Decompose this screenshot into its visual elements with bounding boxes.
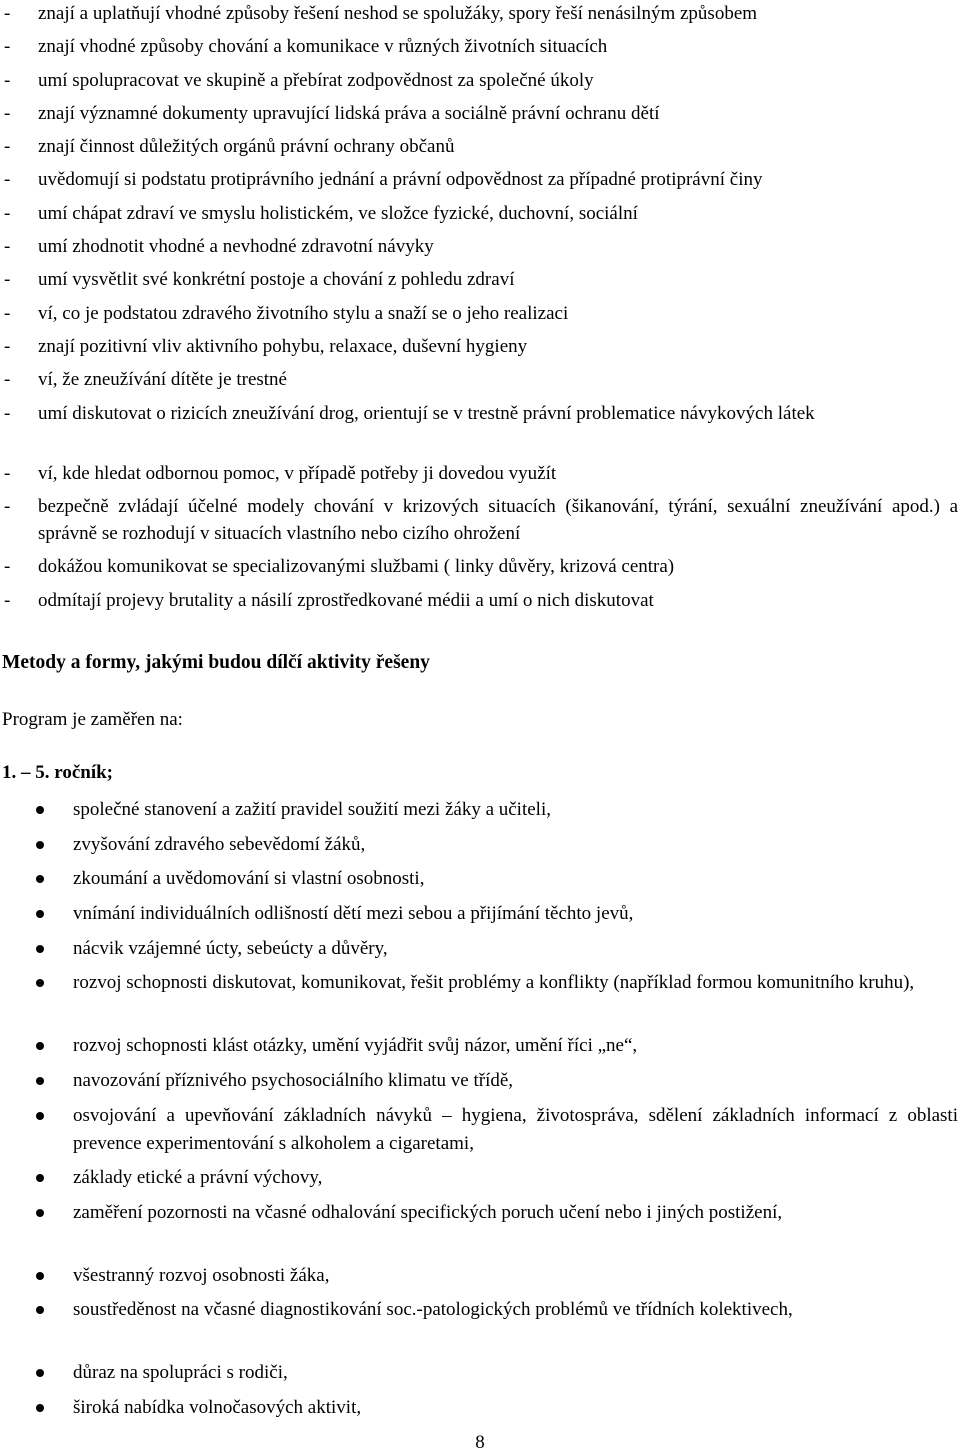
list-item: [0, 300, 958, 333]
list-item: [0, 587, 958, 620]
bullet-dot-icon: [36, 1369, 44, 1377]
section-heading: Metody a formy, jakými budou dílčí aktivity řešeny: [2, 652, 430, 673]
dash-bullet: -: [4, 269, 11, 291]
bullet-dot-icon: [36, 1174, 44, 1182]
list-item-text: umí vysvětlit své konkrétní postoje a chování z pohledu zdraví: [38, 269, 515, 291]
list-item: [0, 553, 958, 586]
dash-bullet: -: [4, 462, 11, 484]
bullet-item: [0, 865, 958, 900]
dash-bullet: -: [4, 69, 11, 91]
dash-bullet: -: [4, 335, 11, 357]
dash-bullet: -: [4, 36, 11, 58]
activity-list: [0, 796, 958, 1428]
bullet-item-text: soustředěnost na včasné diagnostikování soc.-patologických problémů ve třídních kolektivech,: [73, 1299, 793, 1321]
dash-bullet: -: [4, 169, 11, 191]
bullet-item: [0, 1296, 958, 1359]
list-item: [0, 333, 958, 366]
bullet-item-text: nácvik vzájemné úcty, sebeúcty a důvěry,: [73, 937, 388, 959]
bullet-item-text: vnímání individuálních odlišností dětí mezi sebou a přijímání těchto jevů,: [73, 903, 634, 925]
bullet-item-text: důraz na spolupráci s rodiči,: [73, 1361, 288, 1383]
list-item: [0, 0, 958, 33]
bullet-item: [0, 1262, 958, 1297]
bullet-item-text: zaměření pozornosti na včasné odhalování specifických poruch učení nebo i jiných postižení,: [73, 1201, 783, 1223]
bullet-dot-icon: [36, 979, 44, 987]
bullet-dot-icon: [36, 1042, 44, 1050]
bullet-item-text: osvojování a upevňování základních návyků – hygiena, životospráva, sdělení základních informací z oblasti prevence experimentování s alkoholem a cigaretami,: [73, 1104, 958, 1154]
bullet-item: [0, 1199, 958, 1262]
bullet-dot-icon: [36, 1306, 44, 1314]
bullet-item-text: základy etické a právní výchovy,: [73, 1167, 323, 1189]
bullet-item: [0, 935, 958, 970]
bullet-dot-icon: [36, 1404, 44, 1412]
bullet-item-text: zvyšování zdravého sebevědomí žáků,: [73, 833, 366, 855]
list-item-text: znají a uplatňují vhodné způsoby řešení neshod se spolužáky, spory řeší nenásilným způsobem: [38, 3, 758, 24]
list-item: [0, 133, 958, 166]
dash-bullet: -: [4, 556, 11, 578]
bullet-item-text: rozvoj schopnosti diskutovat, komunikovat, řešit problémy a konflikty (například formou komunitního kruhu),: [73, 972, 915, 994]
competency-list: [0, 0, 958, 620]
bullet-dot-icon: [36, 1272, 44, 1280]
bullet-item: [0, 1164, 958, 1199]
list-item: [0, 33, 958, 66]
page-number: 8: [475, 1432, 485, 1453]
list-item: [0, 266, 958, 299]
list-item-text: ví, kde hledat odbornou pomoc, v případě potřeby ji dovedou využít: [38, 462, 557, 484]
dash-bullet: -: [4, 102, 11, 124]
list-item: [0, 366, 958, 399]
list-item: [0, 200, 958, 233]
bullet-item-text: rozvoj schopnosti klást otázky, umění vyjádřit svůj názor, umění říci „ne“,: [73, 1035, 638, 1057]
dash-bullet: -: [4, 589, 11, 611]
bullet-dot-icon: [36, 841, 44, 849]
dash-bullet: -: [4, 302, 11, 324]
bullet-item: [0, 831, 958, 866]
bullet-item-text: široká nabídka volnočasových aktivit,: [73, 1396, 362, 1418]
list-item: [0, 67, 958, 100]
bullet-dot-icon: [36, 806, 44, 814]
list-item-text: ví, že zneužívání dítěte je trestné: [38, 369, 287, 391]
dash-bullet: -: [4, 369, 11, 391]
list-item-text: odmítají projevy brutality a násilí zprostředkované médii a umí o nich diskutovat: [38, 589, 654, 611]
program-label: Program je zaměřen na:: [2, 709, 183, 730]
bullet-dot-icon: [36, 1077, 44, 1085]
dash-bullet: -: [4, 202, 11, 224]
bullet-item-text: všestranný rozvoj osobnosti žáka,: [73, 1264, 330, 1286]
bullet-item-text: společné stanovení a zažití pravidel soužití mezi žáky a učiteli,: [73, 799, 551, 820]
list-item-text: ví, co je podstatou zdravého životního stylu a snaží se o jeho realizaci: [38, 302, 569, 324]
bullet-item: [0, 1032, 958, 1067]
bullet-dot-icon: [36, 910, 44, 918]
dash-bullet: -: [4, 496, 11, 518]
list-item: [0, 460, 958, 493]
bullet-item: [0, 969, 958, 1032]
grade-label: 1. – 5. ročník;: [2, 762, 114, 783]
bullet-item-text: zkoumání a uvědomování si vlastní osobnosti,: [73, 868, 425, 890]
list-item-text: umí chápat zdraví ve smyslu holistickém, ve složce fyzické, duchovní, sociální: [38, 202, 638, 224]
dash-bullet: -: [4, 136, 11, 158]
bullet-item: [0, 1102, 958, 1165]
dash-bullet: -: [4, 402, 11, 424]
list-item-text: znají činnost důležitých orgánů právní ochrany občanů: [38, 136, 455, 158]
bullet-dot-icon: [36, 1209, 44, 1217]
list-item-text: umí zhodnotit vhodné a nevhodné zdravotní návyky: [38, 236, 434, 258]
bullet-dot-icon: [36, 1112, 44, 1120]
dash-bullet: -: [4, 236, 11, 258]
list-item-text: bezpečně zvládají účelné modely chování v krizových situacích (šikanování, týrání, sexuální zneužívání apod.) a správně se rozhodují v situacích vlastního nebo cizího ohrožení: [38, 496, 958, 545]
bullet-item: [0, 1394, 958, 1429]
list-item-text: znají významné dokumenty upravující lidská práva a sociálně právní ochranu dětí: [38, 102, 660, 124]
bullet-item: [0, 796, 958, 831]
list-item: [0, 100, 958, 133]
list-item: [0, 400, 958, 460]
list-item: [0, 233, 958, 266]
bullet-dot-icon: [36, 945, 44, 953]
list-item-text: umí diskutovat o rizicích zneužívání drog, orientují se v trestně právní problematice návykových látek: [38, 402, 815, 424]
dash-bullet: -: [4, 3, 11, 24]
bullet-item: [0, 1359, 958, 1394]
bullet-item: [0, 900, 958, 935]
bullet-item: [0, 1067, 958, 1102]
bullet-item-text: navozování příznivého psychosociálního klimatu ve třídě,: [73, 1069, 514, 1091]
list-item-text: umí spolupracovat ve skupině a přebírat zodpovědnost za společné úkoly: [38, 69, 594, 91]
list-item-text: znají vhodné způsoby chování a komunikace v různých životních situacích: [38, 36, 608, 58]
list-item: [0, 493, 958, 553]
list-item: [0, 166, 958, 199]
list-item-text: znají pozitivní vliv aktivního pohybu, relaxace, duševní hygieny: [38, 335, 528, 357]
bullet-dot-icon: [36, 875, 44, 883]
list-item-text: dokážou komunikovat se specializovanými službami ( linky důvěry, krizová centra): [38, 556, 675, 578]
list-item-text: uvědomují si podstatu protiprávního jednání a právní odpovědnost za případné protiprávní činy: [38, 169, 763, 191]
